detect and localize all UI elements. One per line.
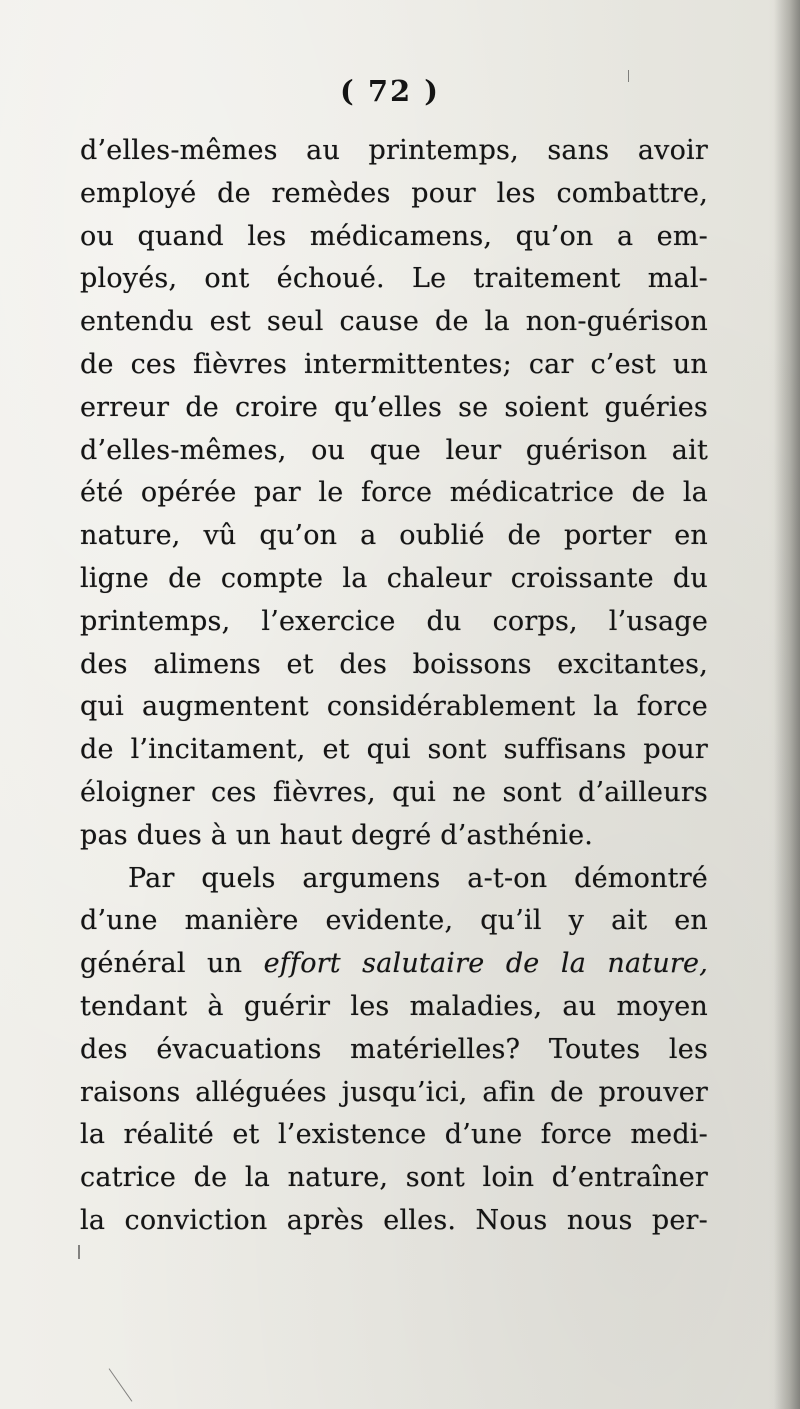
text-line: qui augmentent considérablement la force xyxy=(80,691,708,723)
text-line: printemps, l’exercice du corps, l’usage xyxy=(80,605,708,637)
text-line-with-italic xyxy=(80,943,708,986)
text-line: de ces fièvres intermittentes; car c’est un xyxy=(80,348,708,380)
text-line: d’elles-mêmes, ou que leur guérison ait xyxy=(80,434,708,466)
text-line: entendu est seul cause de la non-guérison xyxy=(80,306,708,338)
text-line: la réalité et l’existence d’une force medi- xyxy=(80,1119,708,1151)
text-line: employé de remèdes pour les combattre, xyxy=(80,177,708,209)
text-line: ployés, ont échoué. Le traitement mal- xyxy=(80,263,708,295)
text-line: catrice de la nature, sont loin d’entraîner xyxy=(80,1162,708,1194)
paper-scratch xyxy=(109,1368,133,1401)
text-line: tendant à guérir les maladies, au moyen xyxy=(80,990,708,1022)
ink-speck xyxy=(628,70,629,82)
text-segment: général un xyxy=(80,948,243,980)
text-line: la conviction après elles. Nous nous per- xyxy=(80,1204,708,1236)
text-line: de l’incitament, et qui sont suffisans pour xyxy=(80,734,708,766)
text-line: des alimens et des boissons excitantes, xyxy=(80,648,708,680)
italic-phrase: effort salutaire de la nature, xyxy=(263,948,708,980)
body-text xyxy=(80,130,708,1243)
text-line: ligne de compte la chaleur croissante du xyxy=(80,562,708,594)
text-line: raisons alléguées jusqu’ici, afin de prouver xyxy=(80,1076,708,1108)
text-line: Par quels argumens a-t-on démontré xyxy=(128,862,708,894)
ink-speck xyxy=(78,1245,80,1259)
text-line: pas dues à un haut degré d’asthénie. xyxy=(80,819,594,851)
page-edge-shadow xyxy=(774,0,800,1409)
text-line: d’elles-mêmes au printemps, sans avoir xyxy=(80,135,708,166)
text-line: été opérée par le force médicatrice de la xyxy=(80,477,708,509)
text-line: d’une manière evidente, qu’il y ait en xyxy=(80,905,708,937)
text-line: nature, vû qu’on a oublié de porter en xyxy=(80,520,708,552)
text-line: erreur de croire qu’elles se soient guéries xyxy=(80,391,708,423)
text-line: des évacuations matérielles? Toutes les xyxy=(80,1033,708,1065)
text-line: ou quand les médicamens, qu’on a em- xyxy=(80,220,708,252)
page-number: ( 72 ) xyxy=(340,74,440,108)
text-line: éloigner ces fièvres, qui ne sont d’ailleurs xyxy=(80,776,708,808)
